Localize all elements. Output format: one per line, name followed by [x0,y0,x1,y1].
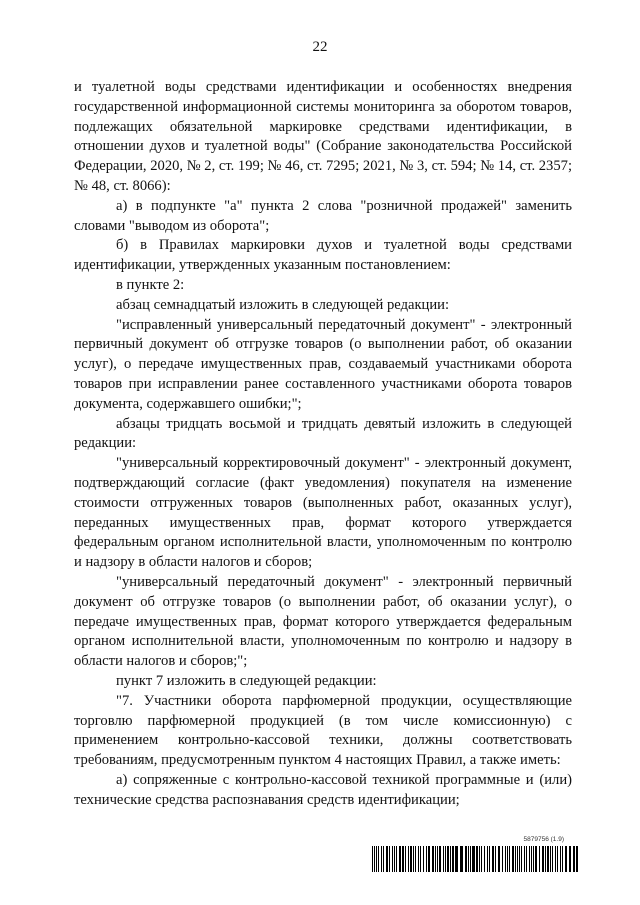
paragraph-7: абзацы тридцать восьмой и тридцать девятый изложить в следующей редакции: [74,415,572,452]
paragraph-12: а) сопряженные с контрольно-кассовой техникой программные и (или) технические средства распознавания средств идентификации; [74,771,572,808]
paragraph-8: "универсальный корректировочный документ" - электронный документ, подтверждающий согласие (факт уведомления) покупателя на изменение стоимости отгруженных товаров (выполненных работ, оказанных услуг), переданных имущественных прав, формат которого утверждается федеральным органом исполнительной власти, уполномоченным по контролю и надзору в области налогов и сборов; [74,455,572,571]
barcode [372,846,578,872]
paragraph-4: в пункте 2: [116,276,185,293]
paragraph-9: "универсальный передаточный документ" - электронный первичный документ об отгрузке товаров (о выполнении работ, об оказании услуг), о передаче имущественных прав, формат которого утверждается федеральным органом исполнительной власти, уполномоченным по контролю и надзору в области налогов и сборов;"; [74,573,572,670]
page-number: 22 [312,39,328,55]
paragraph-11: "7. Участники оборота парфюмерной продукции, осуществляющие торговлю парфюмерной продукцией (в том числе комиссионную) с применением контрольно-кассовой техники, должны соответствовать требованиям, предусмотренным пунктом 4 настоящих Правил, а также иметь: [74,692,572,769]
document-body [74,78,572,810]
paragraph-6: "исправленный универсальный передаточный документ" - электронный первичный документ об отгрузке товаров (о выполнении работ, об оказании услуг), о передаче имущественных прав, создаваемый участниками оборота товаров при исправлении ранее составленного участниками оборота товаров документа, содержавшего ошибки;"; [74,316,572,412]
paragraph-5: абзац семнадцатый изложить в следующей редакции: [116,296,450,313]
paragraph-1: и туалетной воды средствами идентификации и особенностях внедрения государственной информационной системы мониторинга за оборотом товаров, подлежащих обязательной маркировке средствами идентификации, в отношении духов и туалетной воды" (Собрание законодательства Российской Федерации, 2020, № 2, ст. 199; № 46, ст. 7295; 2021, № 3, ст. 594; № 14, ст. 2357; № 48, ст. 8066): [74,79,572,194]
paragraph-10: пункт 7 изложить в следующей редакции: [116,672,377,689]
paragraph-3: б) в Правилах маркировки духов и туалетной воды средствами идентификации, утвержденных указанным постановлением: [74,237,572,274]
paragraph-2: а) в подпункте "а" пункта 2 слова "розничной продажей" заменить словами "выводом из оборота"; [74,197,572,234]
document-footer [372,836,578,876]
document-code: 5879756 (1.9) [523,836,564,843]
